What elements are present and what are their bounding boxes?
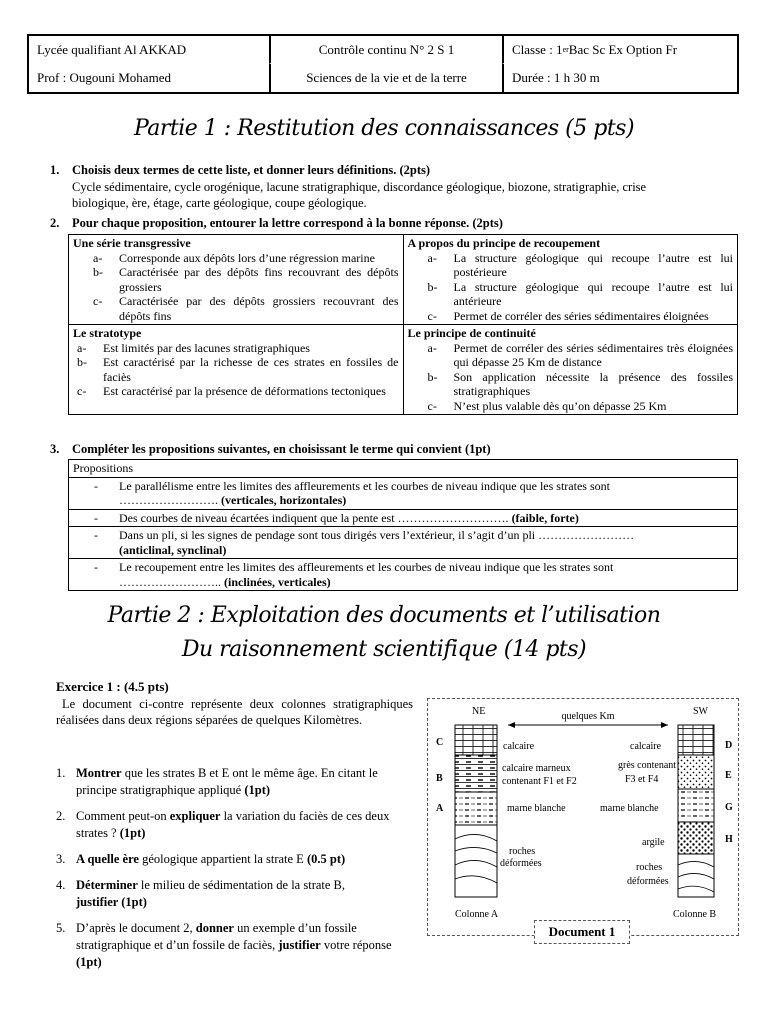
label-marneux-1: calcaire marneux: [502, 763, 571, 774]
q2-box-4: [403, 325, 738, 415]
letter-e: E: [725, 770, 732, 781]
q3-item: - Dans un pli, si les signes de pendage sont tous dirigés vers l’extérieur, il s’agit d’un pli …………………… (anticlinal, synclinal): [69, 527, 738, 559]
stratum-b: [455, 755, 497, 792]
school-name: Lycée qualifiant Al AKKAD: [37, 41, 187, 57]
q1-terms-line1: Cycle sédimentaire, cycle orogénique, lacune stratigraphique, discordance géologique, biozone, stratigraphie, crise: [72, 180, 647, 194]
q1-number: 1.: [50, 163, 60, 177]
subject-name: Sciences de la vie et de la terre: [269, 64, 502, 92]
label-roches-a-2: déformées: [500, 858, 542, 869]
q3-table: [68, 459, 738, 591]
q1-terms-line2: biologique, ère, étage, carte géologique, coupe géologique.: [72, 196, 367, 210]
letter-h: H: [725, 834, 733, 845]
column-a: [455, 725, 497, 897]
document-1-figure: [427, 698, 739, 936]
exercise1-question-3: 3. A quelle ère géologique appartient la strate E (0.5 pt): [56, 852, 346, 866]
deformed-rocks-a: [455, 825, 497, 897]
label-marne-b: marne blanche: [600, 803, 659, 814]
deformed-rocks-b: [678, 854, 714, 897]
stratigraphic-columns-svg: [428, 699, 737, 934]
sw-label: SW: [693, 706, 708, 717]
letter-a: A: [436, 803, 444, 814]
box-title: A propos du principe de recoupement: [407, 236, 601, 250]
duration: Durée : 1 h 30 m: [502, 64, 737, 92]
exercise1-question-4: 4. Déterminer le milieu de sédimentation de la strate B, justifier (1pt): [56, 878, 346, 909]
part1-title: Partie 1 : Restitution des connaissances (5 pts): [133, 116, 635, 141]
part2-title-line1: Partie 2 : Exploitation des documents et l’utilisation: [107, 603, 661, 628]
label-calcaire-b: calcaire: [630, 741, 662, 752]
class-info: Classe : 1 er Bac Sc Ex Option Fr: [502, 36, 737, 64]
label-argile: argile: [642, 837, 665, 848]
document-1-label: Document 1: [534, 920, 630, 944]
label-calcaire-a: calcaire: [503, 741, 535, 752]
stratum-d: [678, 725, 714, 755]
label-roches-b-2: déformées: [627, 876, 669, 887]
box-title: Une série transgressive: [73, 236, 191, 250]
label-roches-a-1: roches: [509, 846, 536, 857]
option[interactable]: c- Est caractérisé par la présence de déformations tectoniques: [77, 384, 386, 398]
q2-box-1: [69, 235, 404, 325]
exam-title: Contrôle continu N° 2 S 1: [269, 36, 502, 64]
stratum-c: [455, 725, 497, 755]
option[interactable]: b- La structure géologique qui recoupe l’autre est lui antérieure: [427, 279, 733, 308]
q3-item: - Le parallélisme entre les limites des affleurements et les courbes de niveau indique que les strates sont ……………………. (verticales, horizontales): [69, 477, 738, 509]
letter-c: C: [436, 737, 444, 748]
option[interactable]: a- Est limités par des lacunes stratigraphiques: [77, 340, 310, 355]
q2-table: [68, 234, 738, 415]
option[interactable]: c- Permet de corréler des séries sédimentaires éloignées: [427, 308, 709, 323]
q2-prompt: Pour chaque proposition, entourer la lettre correspond à la bonne réponse. (2pts): [72, 216, 503, 230]
option[interactable]: a- Corresponde aux dépôts lors d’une régression marine: [93, 250, 375, 265]
q2-number: 2.: [50, 216, 60, 230]
column-b-label: Colonne B: [673, 909, 717, 920]
option[interactable]: a- La structure géologique qui recoupe l’autre est lui postérieure: [427, 250, 733, 279]
q3-item: - Le recoupement entre les limites des affleurements et les courbes de niveau indique que les strates sont …………………….. (inclinées, verticales): [69, 559, 738, 591]
exercise1-question-1: 1. Montrer que les strates B et E ont le même âge. En citant le principe stratigraphique appliqué (1pt): [56, 766, 378, 797]
q2-box-2: [403, 235, 738, 325]
exercise1-question-2: 2. Comment peut-on expliquer la variation du faciès de ces deux strates ? (1pt): [56, 809, 390, 840]
header-table: [27, 34, 739, 94]
q2-box-3: [69, 325, 404, 415]
exercise1-intro: Le document ci-contre représente deux colonnes stratigraphiques réalisées dans deux régions séparées de quelques Kilomètres.: [56, 697, 413, 727]
stratum-e: [678, 755, 714, 789]
label-marneux-2: contenant F1 et F2: [502, 776, 577, 787]
option[interactable]: b- Son application nécessite la présence des fossiles stratigraphiques: [427, 369, 733, 398]
q3-prompt: Compléter les propositions suivantes, en choisissant le terme qui convient (1pt): [72, 442, 491, 456]
exercise1-heading: Exercice 1 : (4.5 pts): [56, 679, 169, 694]
column-a-label: Colonne A: [455, 909, 499, 920]
teacher-name: Prof : Ougouni Mohamed: [37, 70, 171, 85]
stratum-h: [678, 822, 714, 854]
label-marne-a: marne blanche: [507, 803, 566, 814]
option[interactable]: a- Permet de corréler des séries sédimentaires très éloignées qui dépasse 25 Km de distance: [427, 340, 733, 369]
distance-label: quelques Km: [561, 711, 615, 722]
stratum-a: [455, 792, 497, 825]
part2-title-line2: Du raisonnement scientifique (14 pts): [181, 637, 587, 662]
option[interactable]: c- Caractérisée par des dépôts grossiers recouvrant des dépôts fins: [93, 294, 399, 323]
box-title: Le stratotype: [73, 326, 142, 340]
label-roches-b-1: roches: [636, 862, 663, 873]
label-gres-2: F3 et F4: [625, 774, 659, 785]
option[interactable]: c- N’est plus valable dès qu’on dépasse 25 Km: [427, 398, 667, 413]
letter-g: G: [725, 802, 733, 813]
exercise1-question-5: 5. D’après le document 2, donner un exemple d’un fossile stratigraphique et d’un fossile de faciès, justifier votre réponse (1pt): [56, 921, 392, 969]
column-b: [678, 725, 714, 897]
letter-b: B: [436, 773, 443, 784]
box-title: Le principe de continuité: [407, 326, 536, 340]
q3-header: Propositions: [69, 460, 738, 478]
q1-prompt: Choisis deux termes de cette liste, et donner leurs définitions. (2pts): [72, 163, 431, 177]
arrow-head-right: [661, 722, 668, 728]
q3-item: - Des courbes de niveau écartées indiquent que la pente est ………………………. (faible, forte): [69, 509, 738, 527]
letter-d: D: [725, 740, 733, 751]
ne-label: NE: [472, 706, 486, 717]
label-gres-1: grès contenant: [618, 760, 677, 771]
arrow-head-left: [508, 722, 515, 728]
q3-number: 3.: [50, 442, 60, 456]
option[interactable]: b- Caractérisée par des dépôts fins recouvrant des dépôts grossiers: [93, 265, 399, 294]
option[interactable]: b- Est caractérisé par la richesse de ces strates en fossiles de faciès: [77, 355, 399, 384]
stratum-g: [678, 789, 714, 822]
